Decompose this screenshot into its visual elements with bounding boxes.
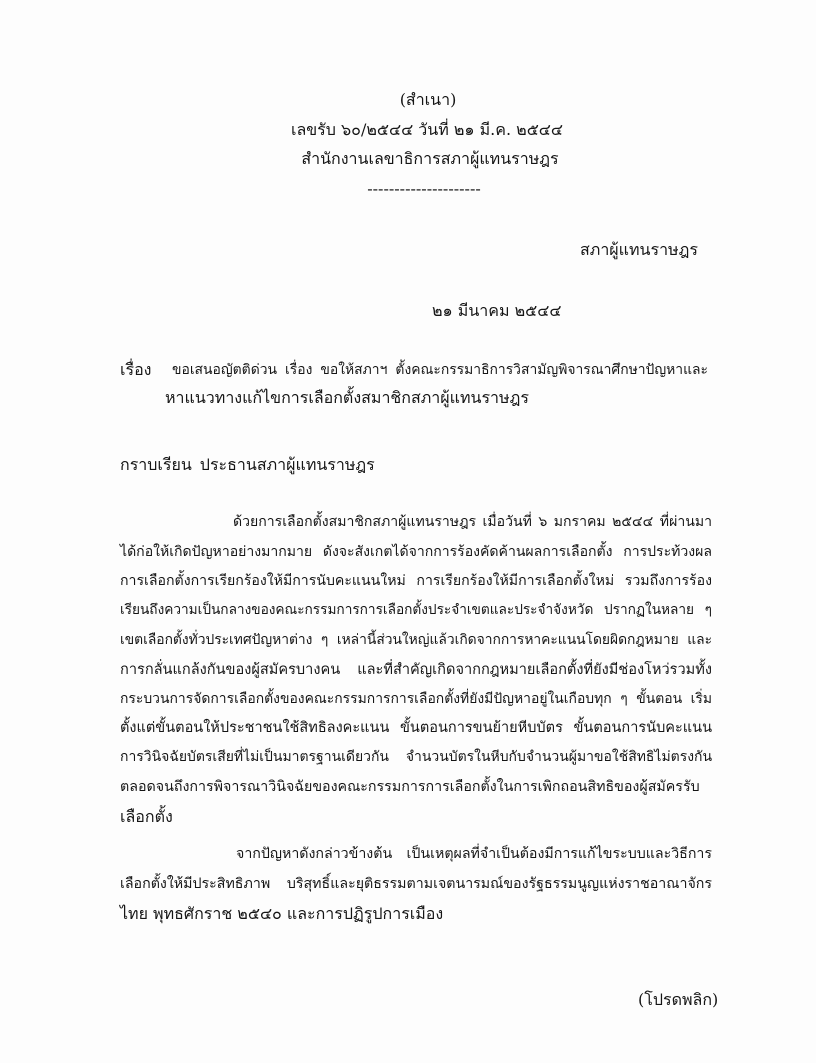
- body-line: การวินิจฉัยบัตรเสียที่ไม่เป็นมาตรฐานเดียวกัน จำนวนบัตรในหีบกับจำนวนผู้มาขอใช้สิทธิไม่ตรงกัน: [120, 749, 712, 766]
- subject-line: ขอเสนอญัตติด่วน เรื่อง ขอให้สภาฯ ตั้งคณะกรรมาธิการวิสามัญพิจารณาศึกษาปัญหาและ: [172, 362, 708, 378]
- salutation: [120, 455, 520, 475]
- body-paragraph: [120, 840, 720, 929]
- subject-line: หาแนวทางแก้ไขการเลือกตั้งสมาชิกสภาผู้แทนราษฎร: [165, 388, 529, 407]
- office-name: สำนักงานเลขาธิการสภาผู้แทนราษฎร: [301, 149, 559, 168]
- body-line: ตั้งแต่ขั้นตอนให้ประชาชนใช้สิทธิลงคะแนน ขั้นตอนการขนย้ายหีบบัตร ขั้นตอนการนับคะแนน: [120, 720, 712, 737]
- body-line: การกลั่นแกล้งกันของผู้สมัครบางคน และที่สำคัญเกิดจากกฎหมายเลือกตั้งที่ยังมีช่องโหว่รวมทั้ง: [120, 661, 712, 679]
- body-line: กระบวนการจัดการเลือกตั้งของคณะกรรมการการเลือกตั้งที่ยังมีปัญหาอยู่ในเกือบทุก ๆ ขั้นตอน เริ่ม: [120, 690, 712, 707]
- header-separator: ---------------------: [367, 179, 481, 198]
- copy-mark: (สำเนา): [399, 90, 457, 109]
- body-line: การเลือกตั้งการเรียกร้องให้มีการนับคะแนนใหม่ การเรียกร้องให้มีการเลือกตั้งใหม่ รวมถึงการร้อง: [120, 573, 712, 590]
- body-line: ได้ก่อให้เกิดปัญหาอย่างมากมาย ดังจะสังเกตได้จากการร้องคัดค้านผลการเลือกตั้ง การประท้วงผล: [120, 543, 712, 560]
- place-name: สภาผู้แทนราษฎร: [580, 240, 698, 259]
- body-line: ตลอดจนถึงการพิจารณาวินิจฉัยของคณะกรรมการการเลือกตั้งในการเพิกถอนสิทธิของผู้สมัครรับ: [120, 778, 700, 795]
- body-line: เลือกตั้งให้มีประสิทธิภาพ บริสุทธิ์และยุติธรรมตามเจตนารมณ์ของรัฐธรรมนูญแห่งราชอาณาจักร: [120, 875, 712, 892]
- body-line: จากปัญหาดังกล่าวข้างต้น เป็นเหตุผลที่จำเป็นต้องมีการแก้ไขระบบและวิธีการ: [236, 846, 712, 863]
- turn-over-note: (โปรดพลิก): [638, 990, 719, 1009]
- subject-label: เรื่อง: [120, 360, 152, 379]
- body-paragraph: [120, 508, 720, 831]
- body-line: ด้วยการเลือกตั้งสมาชิกสภาผู้แทนราษฎร เมื่อวันที่ ๖ มกราคม ๒๕๔๔ ที่ผ่านมา: [233, 514, 712, 531]
- receipt-number: เลขรับ ๖๐/๒๕๔๔ วันที่ ๒๑ มี.ค. ๒๕๔๔: [290, 120, 564, 139]
- salutation-label: กราบเรียน: [120, 455, 192, 474]
- body-line: เลือกตั้ง: [120, 807, 173, 827]
- body-line: เรียนถึงความเป็นกลางของคณะกรรมการการเลือกตั้งประจำเขตและประจำจังหวัด ปรากฏในหลาย ๆ: [120, 602, 712, 619]
- body-line: เขตเลือกตั้งทั่วประเทศปัญหาต่าง ๆ เหล่านี้ส่วนใหญ่แล้วเกิดจากการหาคะแนนโดยผิดกฎหมาย และ: [120, 631, 712, 648]
- document-date: ๒๑ มีนาคม ๒๕๔๔: [432, 301, 562, 320]
- body-line: ไทย พุทธศักราช ๒๕๔๐ และการปฏิรูปการเมือง: [120, 904, 444, 924]
- salutation-recipient: ประธานสภาผู้แทนราษฎร: [199, 455, 375, 474]
